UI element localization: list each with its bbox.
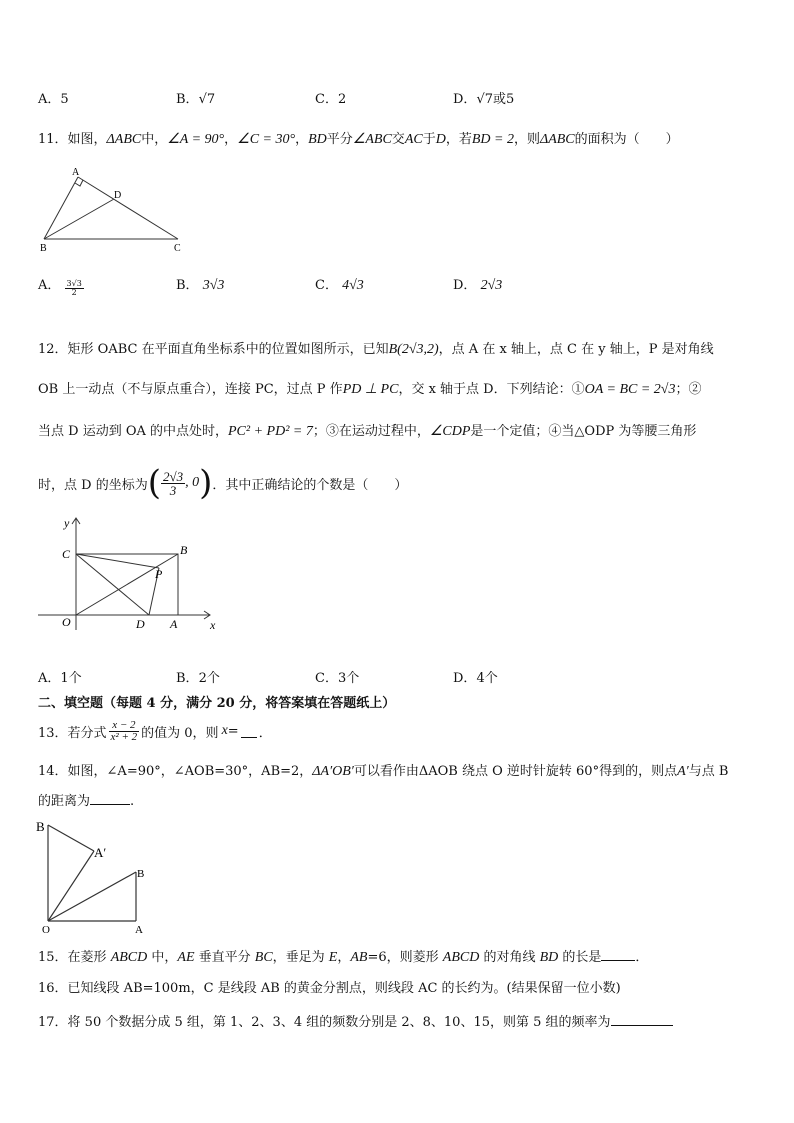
q12-choice-a[interactable]: A．1个 <box>38 671 82 686</box>
q12-segment-cd <box>76 554 149 615</box>
q12-label-c: C <box>62 547 71 561</box>
q11-label-a: A <box>72 167 80 178</box>
q14-line-1: 14．如图，∠A=90°，∠AOB=30°，AB=2，ΔA′OB′可以看作由ΔAOB 绕点 O 逆时针旋转 60°得到的，则点A′与点 B <box>38 764 729 779</box>
q11-choice-b[interactable]: B． 3√3 <box>176 278 225 293</box>
q14-label-b-prime: B <box>36 819 45 834</box>
q11-choice-c[interactable]: C． 4√3 <box>315 278 364 293</box>
q10-choice-c[interactable]: C．2 <box>315 92 347 107</box>
q14-line-2: 的距离为 . <box>38 794 135 809</box>
q11-edge-ac <box>78 177 178 239</box>
q12-choice-c[interactable]: C．3个 <box>315 671 360 686</box>
q12-diagonal-ob <box>76 554 178 615</box>
q12-label-a: A <box>170 617 178 631</box>
q11-choice-a[interactable]: A． $\frac{3√3}{2}$ <box>38 278 82 297</box>
q12-segment-cp <box>76 554 159 568</box>
q12-choice-d[interactable]: D．4个 <box>453 671 498 686</box>
q13-stem: 13．若分式 $\frac{x - 2}{\text{x² + 2}}$ 的值为 0，则 x = ． <box>38 718 272 743</box>
q11-label-b: B <box>40 243 47 254</box>
q12-figure <box>34 512 219 637</box>
q10-choice-d[interactable]: D．√7或5 <box>453 92 515 107</box>
q12-label-y: y <box>64 516 70 530</box>
q11-stem: 11．如图，ΔABC中，∠A = 90°，∠C = 30°，BD平分∠ABC交AC于D，若BD = 2，则ΔABC的面积为（ ） <box>38 132 679 147</box>
q10-choice-a[interactable]: A．5 <box>38 92 69 107</box>
q14-edge-b1a1 <box>48 825 94 851</box>
q13-answer-blank[interactable] <box>241 725 257 738</box>
q11-figure <box>36 165 196 255</box>
q17-stem: 17．将 50 个数据分成 5 组，第 1、2、3、4 组的频数分别是 2、8、10、15，则第 5 组的频率为 <box>38 1011 673 1030</box>
q10-choice-b[interactable]: B．√7 <box>176 92 216 107</box>
section-title-fill-in: 二、填空题（每题 4 分，满分 20 分，将答案填在答题纸上） <box>38 696 396 711</box>
q14-label-b: B <box>137 868 145 880</box>
q12-label-p: P <box>155 567 163 581</box>
q12-line-4: 时，点 D 的坐标为 ( $\frac{2√3}{3}$ , 0 ) ．其中正确结论的个数是（ ） <box>38 463 408 503</box>
q14-answer-blank[interactable] <box>90 792 130 805</box>
q11-choice-a-frac: $\frac{3√3}{2}$ <box>66 279 82 297</box>
q15-answer-blank[interactable] <box>601 948 635 961</box>
q12-paren-right: ) <box>199 463 213 503</box>
q12-label-x: x <box>210 618 216 632</box>
q11-label-c: C <box>174 243 181 254</box>
q12-choice-b[interactable]: B．2个 <box>176 671 220 686</box>
q11-choice-d[interactable]: D． 2√3 <box>453 278 503 293</box>
q12-label-b: B <box>180 543 188 557</box>
q12-line-1: 12．矩形 OABC 在平面直角坐标系中的位置如图所示，已知B(2√3,2)，点 A 在 x 轴上，点 C 在 y 轴上，P 是对角线 <box>38 342 714 357</box>
q12-label-d: D <box>136 617 145 631</box>
q12-line-3: 当点 D 运动到 OA 的中点处时，PC² + PD² = 7；③在运动过程中，∠CDP是一个定值；④当△ODP 为等腰三角形 <box>38 424 697 439</box>
q15-stem: 15．在菱形 ABCD 中，AE 垂直平分 BC，垂足为 E，AB=6，则菱形 ABCD 的对角线 BD 的长是 ． <box>38 950 649 965</box>
q12-label-o: O <box>62 615 71 629</box>
q12-paren-left: ( <box>147 463 161 503</box>
q14-edge-ob <box>48 872 136 921</box>
q14-label-a-prime: A′ <box>94 845 107 860</box>
q12-line-2: OB 上一动点（不与原点重合），连接 PC，过点 P 作PD ⊥ PC，交 x 轴于点 D．下列结论：①OA = BC = 2√3；② <box>38 382 702 397</box>
q14-edge-oa1 <box>48 851 94 921</box>
q17-answer-blank[interactable] <box>611 1013 673 1026</box>
q16-stem: 16．已知线段 AB=100m，C 是线段 AB 的黄金分割点，则线段 AC 的长约为。(结果保留一位小数) <box>38 981 621 996</box>
q14-label-a: A <box>135 924 143 936</box>
q14-label-o: O <box>42 924 50 936</box>
q13-fraction: $\frac{x - 2}{\text{x² + 2}}$ <box>110 718 138 743</box>
q11-label-d: D <box>114 190 122 201</box>
q14-figure <box>32 815 162 940</box>
q12-d-coord-frac: $\frac{2√3}{3}$ <box>162 468 184 498</box>
